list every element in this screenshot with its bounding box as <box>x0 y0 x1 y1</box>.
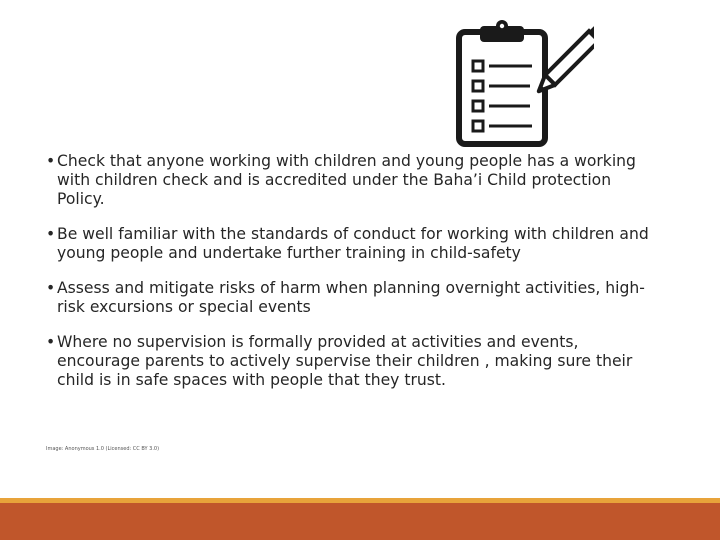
bullet-text: Where no supervision is formally provided at activities and events, encourage parents to actively supervise their children , making sure their child is in safe spaces with people that they trust. <box>57 333 633 389</box>
clipboard-checklist-pencil-icon <box>452 18 594 150</box>
bullet-item <box>46 225 656 263</box>
image-credit: Image: Anonymous 1.0 (Licensed: CC BY 3.0) <box>46 446 160 452</box>
bullet-item <box>46 333 656 390</box>
bullet-list <box>46 152 656 406</box>
bullet-marker: • <box>46 333 56 351</box>
bullet-text: Check that anyone working with children and young people has a working with children check and is accredited under the Baha’i Child protection Policy. <box>57 152 636 208</box>
bullet-text: Be well familiar with the standards of conduct for working with children and young people and undertake further training in child-safety <box>57 225 649 262</box>
bullet-item <box>46 152 656 209</box>
bullet-marker: • <box>46 279 56 297</box>
bullet-text: Assess and mitigate risks of harm when planning overnight activities, high-risk excursions or special events <box>57 279 645 316</box>
bullet-marker: • <box>46 225 56 243</box>
footer-band-thick <box>0 503 720 540</box>
bullet-item <box>46 279 656 317</box>
bullet-marker: • <box>46 152 56 170</box>
